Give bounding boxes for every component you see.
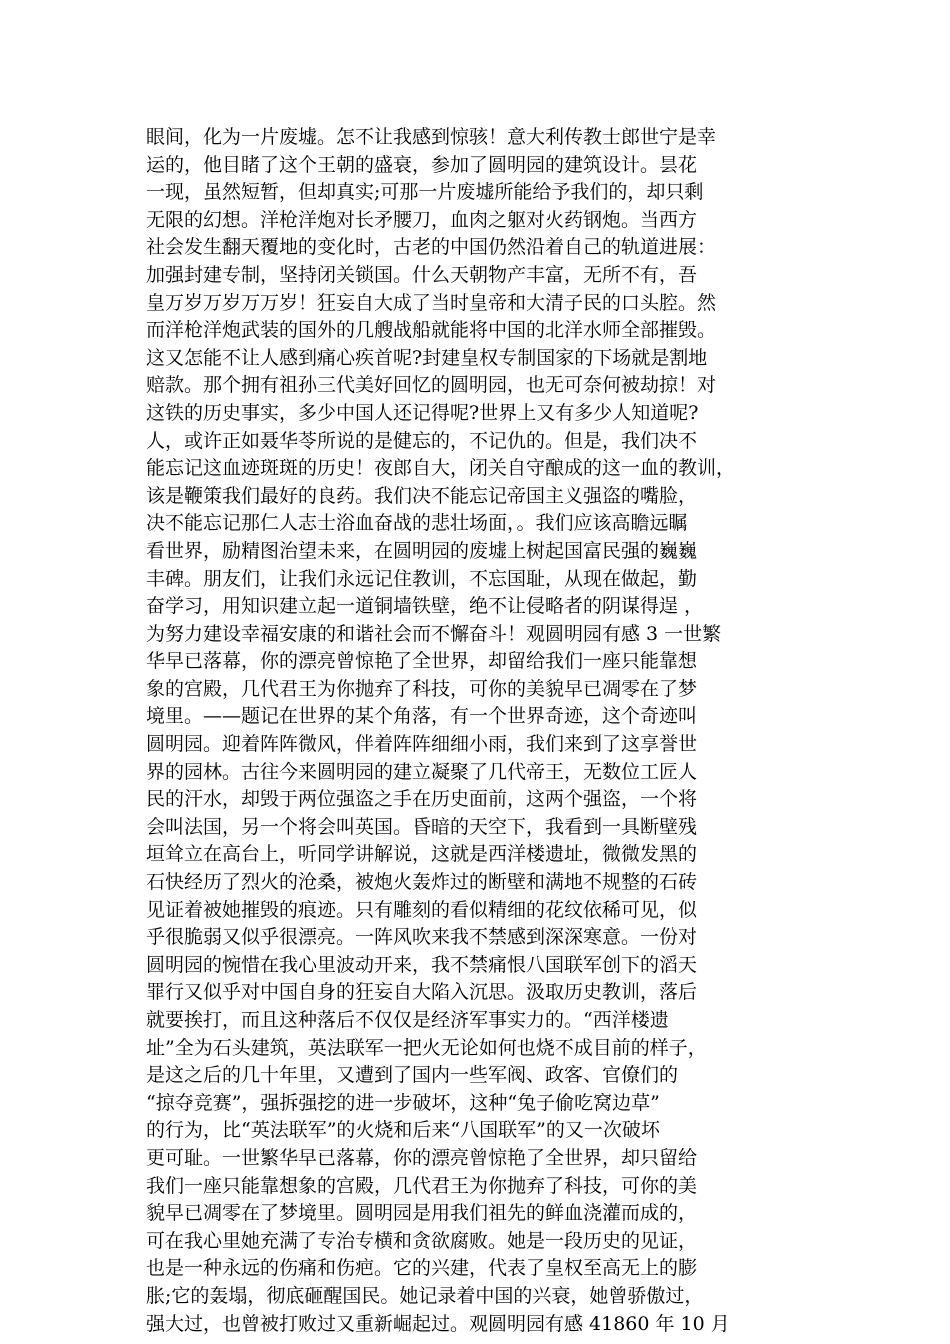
text-line: 眼间，化为一片废墟。怎不让我感到惊骇！意大利传教士郎世宁是幸	[146, 126, 717, 148]
text-line: 社会发生翻天覆地的变化时，古老的中国仍然沿着自己的轨道进展：	[146, 236, 717, 259]
text-line: 胀;它的轰塌，彻底砸醒国民。她记录着中国的兴衰，她曾骄傲过，	[146, 1284, 704, 1307]
text-line: 圆明园。迎着阵阵微风，伴着阵阵细细小雨，我们来到了这享誉世	[146, 733, 698, 756]
text-line: 而洋枪洋炮武装的国外的几艘战船就能将中国的北洋水师全部摧毁。	[146, 319, 717, 342]
text-line: 奋学习，用知识建立起一道铜墙铁壁，绝不让侵略者的阴谋得逞 ，	[146, 595, 704, 618]
text-line: 乎很脆弱又似乎很漂亮。一阵风吹来我不禁感到深深寒意。一份对	[146, 926, 698, 949]
text-line: 境里。——题记在世界的某个角落，有一个世界奇迹，这个奇迹叫	[146, 705, 698, 728]
text-line: 我们一座只能靠想象的宫殿，几代君王为你抛弃了科技，可你的美	[146, 1174, 698, 1197]
body-text	[146, 124, 830, 1338]
text-line: 能忘记这血迹斑斑的历史！夜郎自大，闭关自守酿成的这一血的教训，	[146, 457, 736, 480]
text-line: 见证着被她摧毁的痕迹。只有雕刻的看似精细的花纹依稀可见，似	[146, 898, 698, 921]
text-line: “掠夺竞赛”，强拆强挖的进一步破坏，这种“兔子偷吃窝边草”	[146, 1091, 660, 1114]
text-line: 加强封建专制，坚持闭关锁国。什么天朝物产丰富，无所不有，吾	[146, 263, 698, 286]
text-line: 罪行又似乎对中国自身的狂妄自大陷入沉思。汲取历史教训，落后	[146, 981, 698, 1004]
text-line: 皇万岁万岁万万岁！狂妄自大成了当时皇帝和大清子民的口头腔。然	[146, 291, 717, 314]
text-line: 这又怎能不让人感到痛心疾首呢?封建皇权专制国家的下场就是割地	[146, 346, 708, 369]
text-line: 为努力建设幸福安康的和谐社会而不懈奋斗！观圆明园有感 3 一世繁	[146, 622, 722, 645]
text-line: 人，或许正如聂华苓所说的是健忘的，不记仇的。但是，我们决不	[146, 429, 698, 452]
text-line: 石快经历了烈火的沧桑，被炮火轰炸过的断壁和满地不规整的石砖	[146, 871, 698, 894]
text-line: 貌早已凋零在了梦境里。圆明园是用我们祖先的鲜血浇灌而成的，	[146, 1202, 698, 1225]
text-line: 决不能忘记那仁人志士浴血奋战的悲壮场面，。我们应该高瞻远瞩	[146, 512, 688, 535]
text-line: 址”全为石头建筑，英法联军一把火无论如何也烧不成目前的样子，	[146, 1036, 707, 1059]
text-line: 是这之后的几十年里，又遭到了国内一些军阀、政客、官僚们的	[146, 1064, 679, 1087]
text-line: 象的宫殿，几代君王为你抛弃了科技，可你的美貌早已凋零在了梦	[146, 677, 698, 700]
text-line: 无限的幻想。洋枪洋炮对长矛腰刀，血肉之躯对火药钢炮。当西方	[146, 208, 698, 231]
text-line: 赔款。那个拥有祖孙三代美好回忆的圆明园，也无可奈何被劫掠！对	[146, 374, 717, 397]
text-line: 强大过，也曾被打败过又重新崛起过。观圆明园有感 41860 年 10 月	[146, 1312, 730, 1335]
text-line: 这铁的历史事实，多少中国人还记得呢?世界上又有多少人知道呢?	[146, 401, 699, 424]
text-line: 华早已落幕，你的漂亮曾惊艳了全世界，却留给我们一座只能靠想	[146, 650, 698, 673]
text-line: 的行为，比“英法联军”的火烧和后来“八国联军”的又一次破坏	[146, 1119, 660, 1142]
text-line: 就要挨打，而且这种落后不仅仅是经济军事实力的。“西洋楼遗	[146, 1009, 669, 1031]
text-line: 一现，虽然短暂，但却真实;可那一片废墟所能给予我们的，却只剩	[146, 181, 704, 204]
text-line: 更可耻。一世繁华早已落幕，你的漂亮曾惊艳了全世界，却只留给	[146, 1146, 698, 1169]
text-line: 民的汗水，却毁于两位强盗之手在历史面前，这两个强盗，一个将	[146, 788, 698, 811]
text-line: 也是一种永远的伤痛和伤疤。它的兴建，代表了皇权至高无上的膨	[146, 1257, 698, 1280]
text-line: 运的，他目睹了这个王朝的盛衰，参加了圆明园的建筑设计。昙花	[146, 153, 698, 176]
text-line: 该是鞭策我们最好的良药。我们决不能忘记帝国主义强盗的嘴脸，	[146, 484, 698, 507]
text-line: 看世界，励精图治望未来，在圆明园的废墟上树起国富民强的巍巍	[146, 539, 698, 562]
text-line: 垣耸立在高台上，听同学讲解说，这就是西洋楼遗址，微微发黑的	[146, 843, 698, 866]
text-line: 可在我心里她充满了专治专横和贪欲腐败。她是一段历史的见证，	[146, 1229, 698, 1252]
text-line: 会叫法国，另一个将会叫英国。昏暗的天空下，我看到一具断壁残	[146, 815, 698, 838]
text-line: 圆明园的惋惜在我心里波动开来，我不禁痛恨八国联军创下的滔天	[146, 953, 698, 976]
text-line: 界的园林。古往今来圆明园的建立凝聚了几代帝王，无数位工匠人	[146, 760, 698, 783]
text-line: 丰碑。朋友们，让我们永远记住教训，不忘国耻，从现在做起，勤	[146, 567, 698, 590]
